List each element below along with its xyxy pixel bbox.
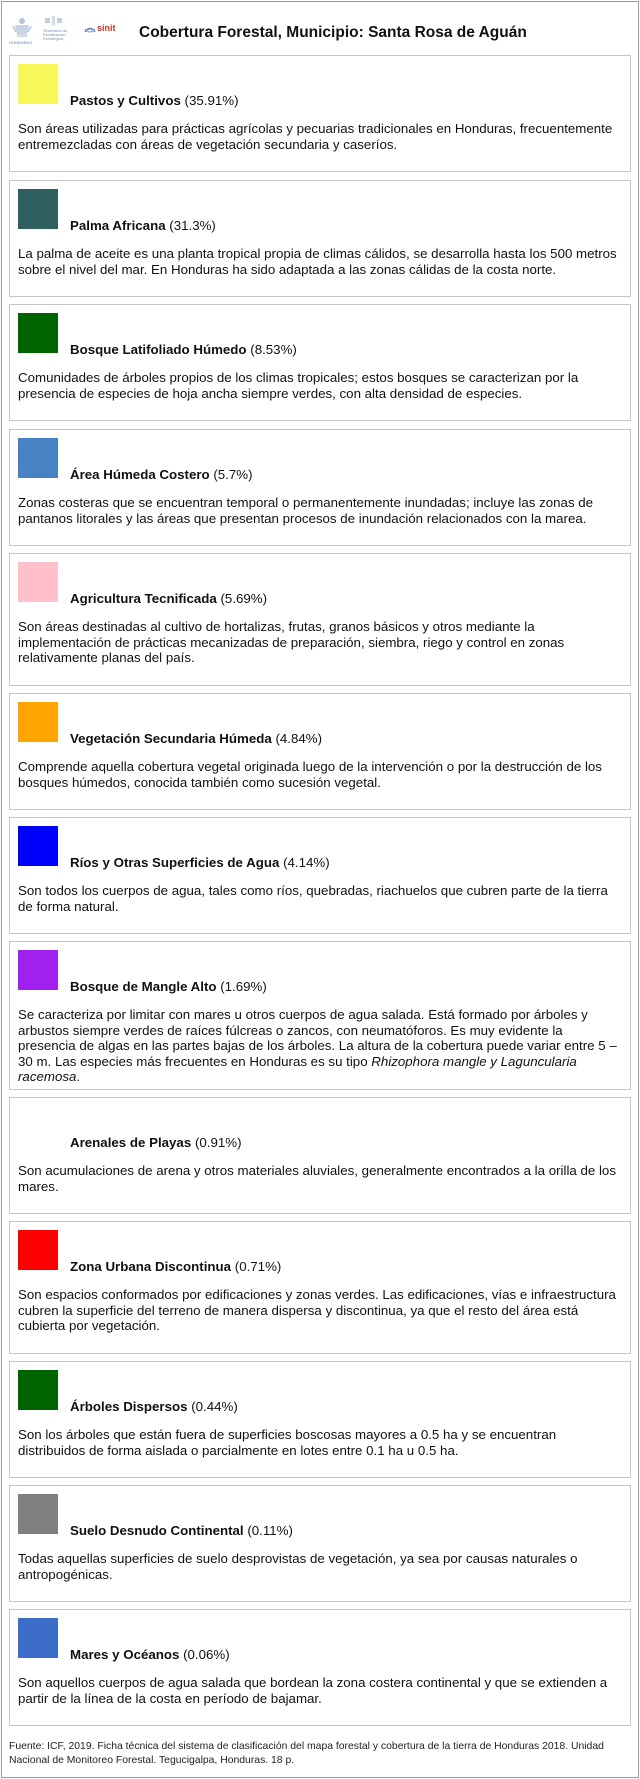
category-percent: (5.7%) [213, 467, 253, 482]
secretaria-logo [43, 14, 77, 46]
category-description [18, 1675, 618, 1706]
category-percent: (4.14%) [283, 855, 330, 870]
category-title [70, 1647, 230, 1663]
category-name: Pastos y Cultivos [70, 93, 181, 108]
description-text: Son acumulaciones de arena y otros materiales aluviales, generalmente encontrados a la orilla de los mares. [18, 1163, 616, 1194]
category-card [9, 1485, 631, 1602]
category-card [9, 1097, 631, 1214]
category-name: Palma Africana [70, 218, 166, 233]
category-percent: (1.69%) [220, 979, 267, 994]
honduras-logo [9, 14, 35, 46]
category-card [9, 1221, 631, 1354]
color-swatch [18, 1494, 58, 1534]
color-swatch [18, 1230, 58, 1270]
category-percent: (35.91%) [184, 93, 239, 108]
category-title [70, 1523, 293, 1539]
header [9, 10, 629, 50]
category-description [18, 1163, 618, 1194]
color-swatch [18, 1618, 58, 1658]
description-text: Son áreas utilizadas para prácticas agrícolas y pecuarias tradicionales en Honduras, frecuentemente entremezcladas con áreas de vegetación secundaria y caseríos. [18, 121, 613, 152]
category-name: Vegetación Secundaria Húmeda [70, 731, 272, 746]
description-text: Son los árboles que están fuera de superficies boscosas mayores a 0.5 ha y se encuentran distribuidos de forma aislada o parcialmente en lotes entre 0.1 ha u 0.5 ha. [18, 1427, 557, 1458]
category-name: Agricultura Tecnificada [70, 591, 217, 606]
category-card [9, 304, 631, 421]
color-swatch [18, 189, 58, 229]
description-text: Zonas costeras que se encuentran temporal o permanentemente inundadas; incluye las zonas de pantanos litorales y las áreas que presentan procesos de inundación relacionados con la marea. [18, 495, 594, 526]
category-description [18, 370, 618, 401]
description-text: Comunidades de árboles propios de los climas tropicales; estos bosques se caracterizan por la presencia de especies de hoja ancha siempre verdes, con alta densidad de especies. [18, 370, 579, 401]
description-text: Comprende aquella cobertura vegetal originada luego de la intervención o por la destrucción de los bosques húmedos, conocida también como sucesión vegetal. [18, 759, 602, 790]
category-title [70, 467, 253, 483]
category-title [70, 855, 330, 871]
category-description [18, 495, 618, 526]
category-card [9, 553, 631, 686]
category-card [9, 180, 631, 297]
color-swatch [18, 64, 58, 104]
description-text: La palma de aceite es una planta tropical propia de climas cálidos, se desarrolla hasta los 500 metros sobre el nivel del mar. En Honduras ha sido adaptada a las zonas cálidas de la costa norte. [18, 246, 617, 277]
category-title [70, 93, 239, 109]
description-text: Son áreas destinadas al cultivo de hortalizas, frutas, granos básicos y otros mediante la implementación de prácticas mecanizadas de preparación, siembra, riego y control en zonas relativamente planas del país. [18, 619, 565, 666]
source-citation: Fuente: ICF, 2019. Ficha técnica del sistema de clasificación del mapa forestal y cobertura de la tierra de Honduras 2018. Unidad Nacional de Monitoreo Forestal. Tegucigalpa, Honduras. 18 p. [9, 1741, 604, 1766]
category-title [70, 979, 267, 995]
description-end: . [76, 1069, 81, 1085]
species-names: Rhizophora mangle y Laguncularia racemosa [18, 1053, 577, 1085]
category-description [18, 1427, 618, 1458]
category-description [18, 1287, 618, 1334]
category-card [9, 1361, 631, 1478]
secretaria-logo-text: Secretaría de Planificación Estratégica [43, 28, 68, 41]
description-text: Se caracteriza por limitar con mares u otros cuerpos de agua salada. Está formado por árboles y arbustos siempre verdes de raíces fúlcreas o zancos, con neumatóforos. Es muy evidente la presencia de algas en las partes bajas de los árboles. La altura de la cobertura puede variar entre 5 – 30 m. Las especies más frecuentes en Honduras es su tipo [18, 1007, 617, 1069]
category-name: Ríos y Otras Superficies de Agua [70, 855, 280, 870]
category-description [18, 883, 618, 914]
category-card [9, 817, 631, 934]
category-title [70, 1399, 238, 1415]
category-name: Árboles Dispersos [70, 1399, 188, 1414]
category-title [70, 1135, 242, 1151]
category-name: Bosque Latifoliado Húmedo [70, 342, 247, 357]
category-title [70, 591, 267, 607]
color-swatch [18, 702, 58, 742]
category-percent: (4.84%) [275, 731, 323, 746]
category-title [70, 731, 322, 747]
category-name: Suelo Desnudo Continental [70, 1523, 244, 1538]
category-percent: (0.06%) [183, 1647, 230, 1662]
category-percent: (0.71%) [234, 1259, 282, 1274]
category-description [18, 1551, 618, 1582]
category-percent: (5.69%) [220, 591, 268, 606]
category-percent: (0.44%) [191, 1399, 238, 1414]
category-name: Mares y Océanos [70, 1647, 180, 1662]
honduras-logo-text: HONDURAS [9, 40, 32, 45]
category-description [18, 619, 618, 666]
category-percent: (0.91%) [194, 1135, 242, 1150]
color-swatch [18, 438, 58, 478]
category-name: Zona Urbana Discontinua [70, 1259, 232, 1274]
category-card [9, 941, 631, 1090]
category-percent: (0.11%) [247, 1523, 293, 1538]
category-name: Área Húmeda Costero [70, 467, 210, 482]
color-swatch [18, 1370, 58, 1410]
page-title: Cobertura Forestal, Municipio: Santa Rosa de Aguán [139, 24, 527, 41]
color-swatch [18, 826, 58, 866]
description-text: Son espacios conformados por edificaciones y zonas verdes. Las edificaciones, vías e infraestructura cubren la superficie del terreno de manera dispersa y discontinua, ya que el resto del área está cubierta por vegetación. [18, 1287, 616, 1334]
category-description [18, 759, 618, 790]
category-card [9, 429, 631, 546]
category-description [18, 121, 618, 152]
sinit-logo [83, 20, 123, 40]
category-card [9, 55, 631, 172]
category-card [9, 1609, 631, 1726]
category-title [70, 1259, 281, 1275]
category-card [9, 693, 631, 810]
color-swatch [18, 950, 58, 990]
category-title [70, 342, 297, 358]
logo-strip [9, 14, 134, 46]
category-description [18, 246, 618, 277]
category-title [70, 218, 216, 234]
description-text: Son todos los cuerpos de agua, tales como ríos, quebradas, riachuelos que cubren parte de la tierra de forma natural. [18, 883, 608, 914]
category-name: Arenales de Playas [70, 1135, 192, 1150]
category-name: Bosque de Mangle Alto [70, 979, 217, 994]
category-percent: (31.3%) [169, 218, 216, 233]
description-text: Son aquellos cuerpos de agua salada que bordean la zona costera continental y que se extienden a partir de la línea de la costa en período de bajamar. [18, 1675, 608, 1706]
sinit-logo-text: sinit [97, 23, 116, 33]
category-percent: (8.53%) [250, 342, 297, 357]
category-description [18, 1007, 618, 1085]
color-swatch [18, 562, 58, 602]
description-text: Todas aquellas superficies de suelo desprovistas de vegetación, ya sea por causas naturales o antropogénicas. [18, 1551, 578, 1582]
color-swatch [18, 1106, 58, 1146]
color-swatch [18, 313, 58, 353]
